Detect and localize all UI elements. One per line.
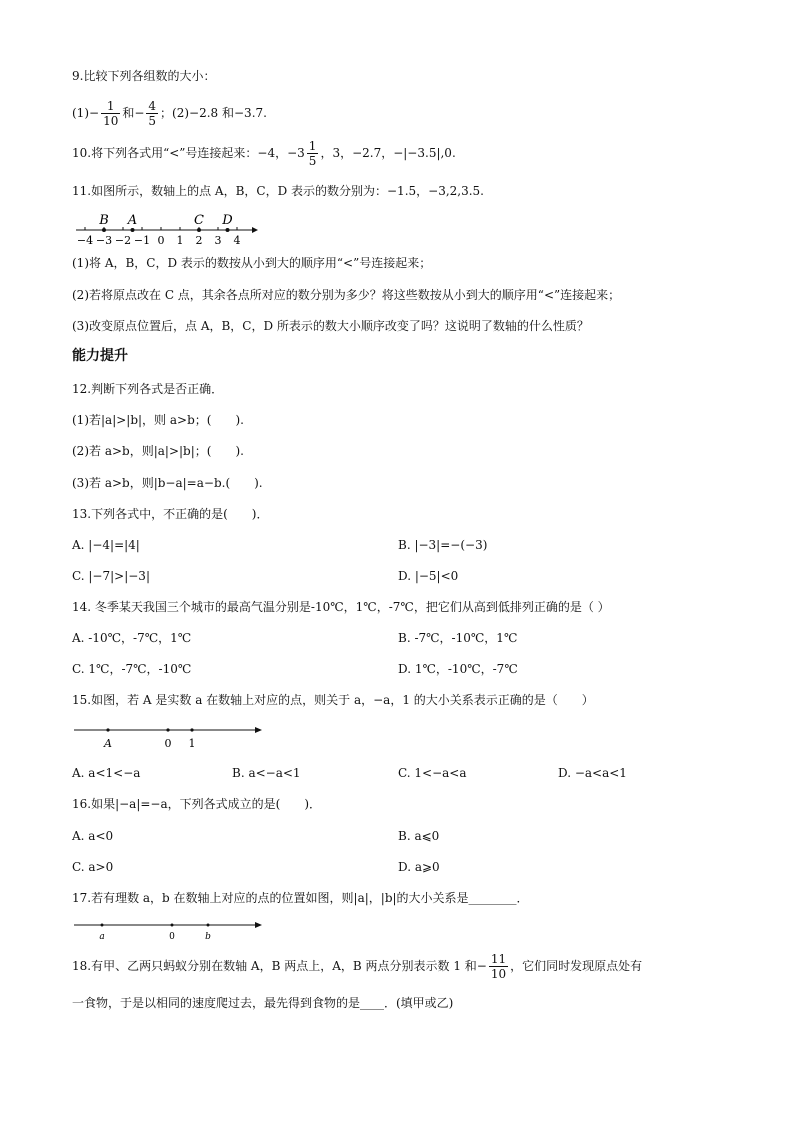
q12-title: 12.判断下列各式是否正确．: [72, 382, 224, 396]
q11-title: 11.如图所示，数轴上的点 A，B，C，D 表示的数分别为：−1.5，−3,2,3.5.: [72, 184, 484, 198]
q12-s3: (3)若 a>b，则|b−a|=a−b.( ).: [72, 476, 263, 490]
q18-line1-suffix: ，它们同时发现原点处有: [510, 959, 643, 973]
q18-line1-prefix: 18.有甲、乙两只蚂蚁分别在数轴 A，B 两点上，A，B 两点分别表示数 1 和−: [72, 959, 487, 973]
q15-option-d[interactable]: D. −a<a<1: [558, 766, 627, 780]
q15-tick-0: [166, 728, 169, 731]
q16-option-c[interactable]: C. a>0: [72, 860, 114, 874]
q16-option-d[interactable]: D. a⩾0: [398, 860, 440, 874]
q18-line1: [72, 948, 642, 988]
q10-line: [72, 136, 456, 172]
q17-point-label-2: b: [205, 932, 211, 942]
q15-number-line: [72, 720, 272, 756]
q15-title: 15.如图，若 A 是实数 a 在数轴上对应的点，则关于 a，−a，1 的大小关系表示正确的是（ ）: [72, 693, 594, 707]
q13-title: 13.下列各式中，不正确的是( )．: [72, 507, 269, 521]
q17-title: 17.若有理数 a，b 在数轴上对应的点的位置如图，则|a|，|b|的大小关系是________．: [72, 891, 529, 905]
q12-s2: (2)若 a>b，则|a|>|b|；( ).: [72, 444, 244, 458]
q10-mixed-den: 5: [308, 154, 317, 168]
q17-marks: [99, 924, 211, 943]
q13-option-a[interactable]: A. |−4|=|4|: [72, 538, 140, 552]
q9-p1-prefix: (1)−: [72, 106, 100, 120]
q9-fraction-2-den: 5: [148, 114, 157, 128]
q10-prefix: 10.将下列各式用“<”号连接起来：−4，−3: [72, 146, 305, 160]
q11-tick-label: −2: [114, 234, 132, 247]
q11-point-a: [131, 228, 135, 232]
q14-option-b[interactable]: B. -7℃，-10℃，1℃: [398, 631, 518, 645]
q11-points: [98, 213, 233, 232]
q15-option-c[interactable]: C. 1<−a<a: [398, 766, 467, 780]
q11-tick-label: −3: [95, 234, 113, 247]
q14-option-a[interactable]: A. -10℃，-7℃，1℃: [72, 631, 192, 645]
q17-point-1: [171, 924, 174, 927]
q14-title: 14. 冬季某天我国三个城市的最高气温分别是-10℃，1℃，-7℃，把它们从高到低排列正确的是（ ）: [72, 600, 610, 614]
q13-option-b[interactable]: B. |−3|=−(−3): [398, 538, 488, 552]
q9-fraction-1-den: 10: [103, 114, 119, 128]
q11-point-b: [102, 228, 106, 232]
q13-option-c[interactable]: C. |−7|>|−3|: [72, 569, 150, 583]
q18-fraction-num: 11: [490, 952, 507, 966]
q9-fraction-1-num: 1: [101, 99, 120, 114]
q18-fraction: [489, 952, 508, 981]
q11-tick-label: 2: [195, 234, 203, 247]
q11-s2: (2)若将原点改在 C 点，其余各点所对应的数分别为多少？将这些数按从小到大的顺序用“<”连接起来；: [72, 288, 621, 302]
q11-point-d: [226, 228, 230, 232]
q10-mixed-fraction: [307, 139, 319, 168]
q11-point-c: [197, 228, 201, 232]
q11-s1: (1)将 A，B，C，D 表示的数按从小到大的顺序用“<”号连接起来；: [72, 256, 432, 270]
q17-number-line: [72, 918, 272, 944]
q15-point-a: [106, 728, 109, 731]
q14-option-d[interactable]: D. 1℃，-10℃，-7℃: [398, 662, 518, 676]
q11-tick-label: 1: [176, 234, 184, 247]
q12-s1: (1)若|a|>|b|，则 a>b；( ).: [72, 413, 244, 427]
q9-p2: ；(2)−2.8 和−3.7.: [160, 106, 267, 120]
q10-suffix: ，3，−2.7，−|−3.5|,0.: [320, 146, 456, 160]
q18-fraction-den: 10: [490, 967, 507, 981]
q11-tick-label: −4: [76, 234, 94, 247]
q15-marks: [103, 728, 195, 750]
q9-fraction-2-num: 4: [148, 99, 157, 113]
q15-option-a[interactable]: A. a<1<−a: [72, 766, 141, 780]
q11-s3: (3)改变原点位置后，点 A，B，C，D 所表示的数大小顺序改变了吗？这说明了数轴的什么性质？: [72, 319, 589, 333]
q15-option-b[interactable]: B. a<−a<1: [232, 766, 301, 780]
q9-title: 9.比较下列各组数的大小：: [72, 69, 216, 83]
q15-axis-arrow: [255, 727, 262, 733]
q16-option-b[interactable]: B. a⩽0: [398, 829, 440, 843]
q11-point-label-a: A: [127, 213, 138, 228]
q11-axis-arrow: [252, 227, 258, 233]
q14-option-c[interactable]: C. 1℃，-7℃，-10℃: [72, 662, 192, 676]
q11-point-label-b: B: [99, 213, 109, 228]
q16-option-a[interactable]: A. a<0: [72, 829, 114, 843]
q11-point-label-c: C: [194, 213, 204, 228]
q15-tick-1-label: 1: [188, 737, 196, 750]
q17-axis-arrow: [255, 922, 262, 928]
q15-tick-1: [190, 728, 193, 731]
q11-number-line: [72, 205, 272, 247]
q16-title: 16.如果|−a|=−a，下列各式成立的是( )．: [72, 797, 322, 811]
q11-point-label-d: D: [222, 213, 233, 228]
q15-tick-0-label: 0: [164, 737, 172, 750]
q17-point-2: [207, 924, 210, 927]
q11-tick-label: 0: [157, 234, 165, 247]
q17-point-label-0: a: [99, 932, 105, 942]
q17-point-label-1: 0: [169, 932, 175, 942]
q11-tick-label: −1: [133, 234, 151, 247]
q9-fraction-2: [146, 99, 158, 128]
q11-tick-label: 3: [214, 234, 222, 247]
q9-and: 和−: [122, 106, 145, 120]
q9-fraction-1: [101, 99, 120, 128]
q18-line2: 一食物，于是以相同的速度爬过去，最先得到食物的是____．(填甲或乙): [72, 996, 454, 1010]
q15-point-a-label: A: [104, 737, 112, 750]
q11-tick-label: 4: [233, 234, 241, 247]
q9-line: [72, 96, 267, 132]
q17-point-0: [101, 924, 104, 927]
q10-mixed-num: 1: [308, 139, 317, 153]
q13-option-d[interactable]: D. |−5|<0: [398, 569, 459, 583]
section-title: 能力提升: [72, 348, 128, 364]
